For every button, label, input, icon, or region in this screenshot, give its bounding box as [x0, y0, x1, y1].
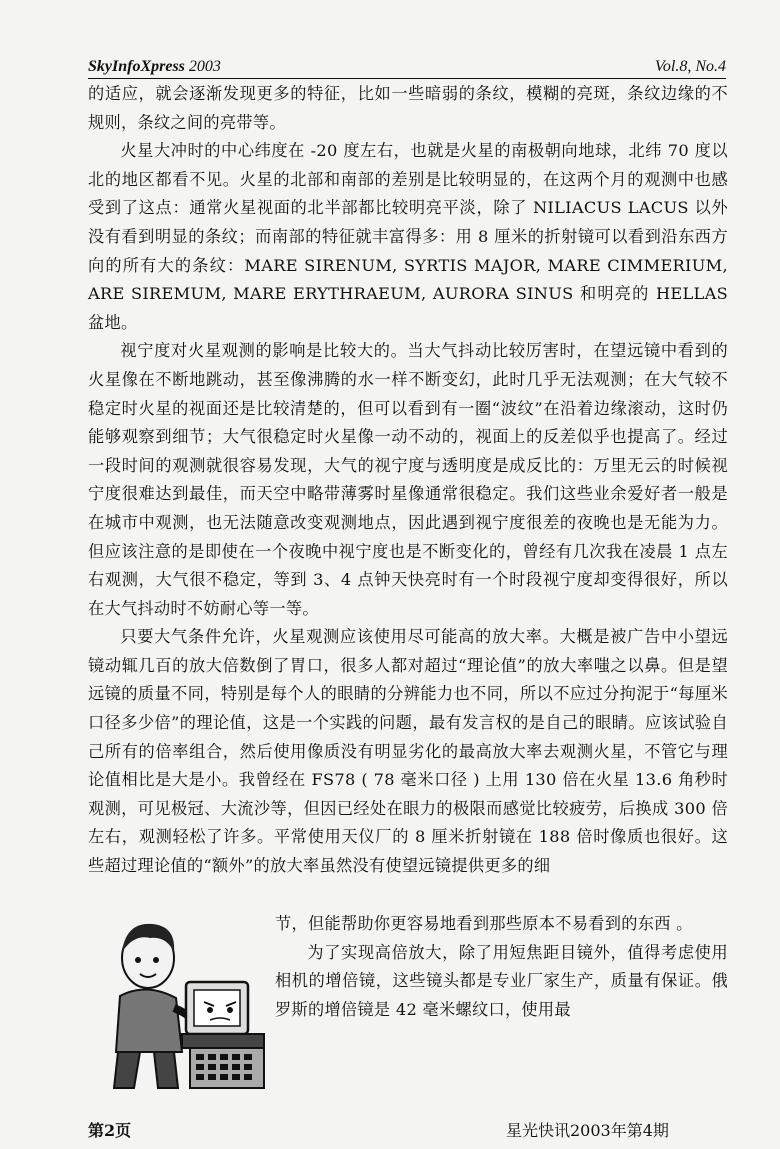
running-header [88, 54, 726, 79]
volume-number: Vol.8, No.4 [654, 58, 726, 75]
journal-year: 2003 [188, 58, 221, 75]
paragraph: 视宁度对火星观测的影响是比较大的。当大气抖动比较厉害时，在望远镜中看到的火星像在不断地跳动，甚至像沸腾的水一样不断变幻，此时几乎无法观测；在大气较不稳定时火星的视面还是比较清楚的，但可以看到有一圈“波纹”在沿着边缘滚动，这时仍能够观察到细节；大气很稳定时火星像一动不动的，视面上的反差似乎也提高了。经过一段时间的观测就很容易发现，大气的视宁度与透明度是成反比的：万里无云的时候视宁度很难达到最佳，而天空中略带薄雾时星像通常很稳定。我们这些业余爱好者一般是在城市中观测，也无法随意改变观测地点，因此遇到视宁度很差的夜晚也是无能为力。但应该注意的是即使在一个夜晚中视宁度也是不断变化的，曾经有几次我在凌晨 1 点左右观测，大气很不稳定，等到 3、4 点钟天快亮时有一个时段视宁度却变得很好，所以在大气抖动时不妨耐心等一等。 [88, 341, 728, 618]
wrapped-text [275, 910, 728, 1024]
journal-name: SkyInfoXpress [88, 58, 185, 75]
issue-label: 星光快讯2003年第4期 [506, 1121, 669, 1140]
article-body [88, 80, 728, 881]
cartoon-illustration [90, 912, 268, 1096]
paragraph: 只要大气条件允许，火星观测应该使用尽可能高的放大率。大概是被广告中小望远镜动辄几百的放大倍数倒了胃口，很多人都对超过“理论值”的放大率嗤之以鼻。但是望远镜的质量不同，特别是每个人的眼睛的分辨能力也不同，所以不应过分拘泥于“每厘米口径多少倍”的理论值，这是一个实践的问题，最有发言权的是自己的眼睛。应该试验自己所有的倍率组合，然后使用像质没有明显劣化的最高放大率去观测火星，不管它与理论值相比是大是小。我曾经在 FS78 ( 78 毫米口径 ) 上用 130 倍在火星 13.6 角秒时观测，可见极冠、大流沙等，但因已经处在眼力的极限而感觉比较疲劳，后换成 300 倍左右，观测轻松了许多。平常使用天仪厂的 8 厘米折射镜在 188 倍时像质也很好。这些超过理论值的“额外”的放大率虽然没有使望远镜提供更多的细 [88, 627, 728, 876]
page-number: 第2页 [88, 1121, 132, 1140]
paragraph: 节，但能帮助你更容易地看到那些原本不易看到的东西 。 [275, 914, 693, 933]
paragraph: 的适应，就会逐渐发现更多的特征，比如一些暗弱的条纹，模糊的亮斑，条纹边缘的不规则，条纹之间的亮带等。 [88, 84, 728, 132]
paragraph: 为了实现高倍放大，除了用短焦距目镜外，值得考虑使用相机的增倍镜，这些镜头都是专业厂家生产，质量有保证。俄罗斯的增倍镜是 42 毫米螺纹口，使用最 [275, 942, 728, 1019]
paragraph: 火星大冲时的中心纬度在 -20 度左右，也就是火星的南极朝向地球，北纬 70 度以北的地区都看不见。火星的北部和南部的差别是比较明显的，在这两个月的观测中也感受到了这点：通常火星视面的北半部都比较明亮平淡，除了 NILIACUS LACUS 以外没有看到明显的条纹；而南部的特征就丰富得多：用 8 厘米的折射镜可以看到沿东西方向的所有大的条纹：MARE SIRENUM, SYRTIS MAJOR, MARE CIMMERIUM, ARE SIREMUM, MARE ERYTHRAEUM, AURORA SINUS 和明亮的 HELLAS 盆地。 [88, 141, 728, 332]
